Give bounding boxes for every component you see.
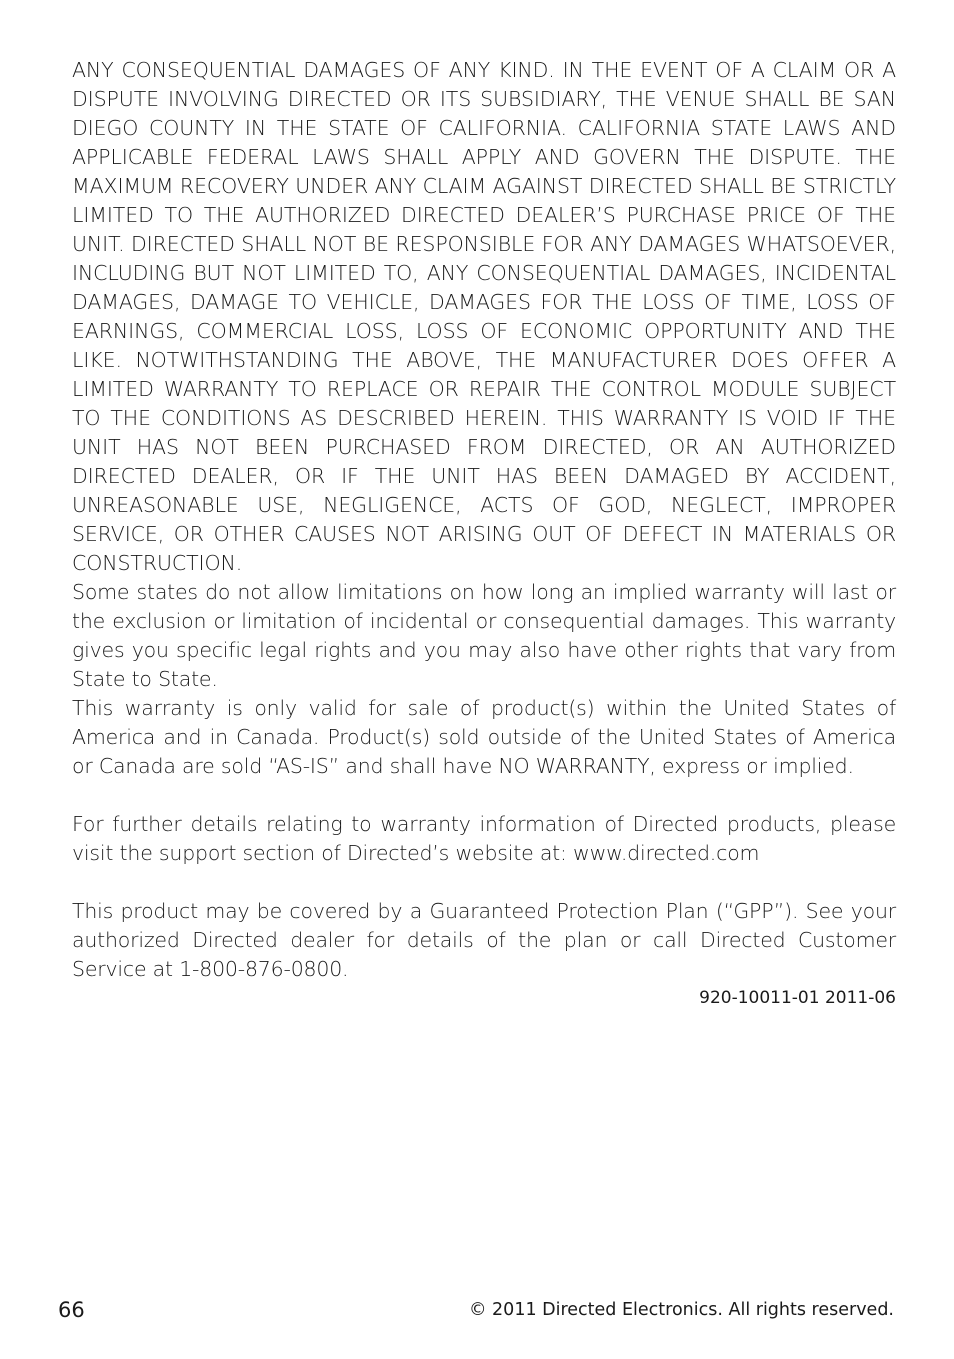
- page-number: 66: [58, 1298, 85, 1322]
- further-details-paragraph: For further details relating to warranty information of Directed products, please visit the support section of Directed’s website at: www.directed.com: [72, 812, 896, 865]
- warranty-disclaimer-paragraph: ANY CONSEQUENTIAL DAMAGES OF ANY KIND. IN THE EVENT OF A CLAIM OR A DISPUTE INVOLVING DIRECTED OR ITS SUBSIDIARY, THE VENUE SHALL BE SAN DIEGO COUNTY IN THE STATE OF CALIFORNIA. CALIFORNIA STATE LAWS AND APPLICABLE FEDERAL LAWS SHALL APPLY AND GOVERN THE DISPUTE. THE MAXIMUM RECOVERY UNDER ANY CLAIM AGAINST DIRECTED SHALL BE STRICTLY LIMITED TO THE AUTHORIZED DIRECTED DEALER’S PURCHASE PRICE OF THE UNIT. DIRECTED SHALL NOT BE RESPONSIBLE FOR ANY DAMAGES WHATSOEVER, INCLUDING BUT NOT LIMITED TO, ANY CONSEQUENTIAL DAMAGES, INCIDENTAL DAMAGES, DAMAGE TO VEHICLE, DAMAGES FOR THE LOSS OF TIME, LOSS OF EARNINGS, COMMERCIAL LOSS, LOSS OF ECONOMIC OPPORTUNITY AND THE LIKE. NOTWITHSTANDING THE ABOVE, THE MANUFACTURER DOES OFFER A LIMITED WARRANTY TO REPLACE OR REPAIR THE CONTROL MODULE SUBJECT TO THE CONDITIONS AS DESCRIBED HEREIN. THIS WARRANTY IS VOID IF THE UNIT HAS NOT BEEN PURCHASED FROM DIRECTED, OR AN AUTHORIZED DIRECTED DEALER, OR IF THE UNIT HAS BEEN DAMAGED BY ACCIDENT, UNREASONABLE USE, NEGLIGENCE, ACTS OF GOD, NEGLECT, IMPROPER SERVICE, OR OTHER CAUSES NOT ARISING OUT OF DEFECT IN MATERIALS OR CONSTRUCTION.: [72, 58, 896, 575]
- document-number: 920-10011-01 2011-06: [699, 988, 896, 1008]
- spacer: [72, 868, 896, 897]
- spacer: [72, 781, 896, 810]
- document-body: [72, 56, 896, 1013]
- state-limitations-paragraph: Some states do not allow limitations on how long an implied warranty will last or the exclusion or limitation of incidental or consequential damages. This warranty gives you specific legal rights and you may also have other rights that vary from State to State.: [72, 580, 896, 691]
- gpp-paragraph: This product may be covered by a Guaranteed Protection Plan (“GPP”). See your authorized Directed dealer for details of the plan or call Directed Customer Service at 1-800-876-0800.: [72, 899, 896, 981]
- warranty-validity-paragraph: This warranty is only valid for sale of product(s) within the United States of America and in Canada. Product(s) sold outside of the United States of America or Canada are sold “AS-IS” and shall have NO WARRANTY, express or implied.: [72, 696, 896, 778]
- copyright-notice: © 2011 Directed Electronics. All rights reserved.: [468, 1300, 894, 1320]
